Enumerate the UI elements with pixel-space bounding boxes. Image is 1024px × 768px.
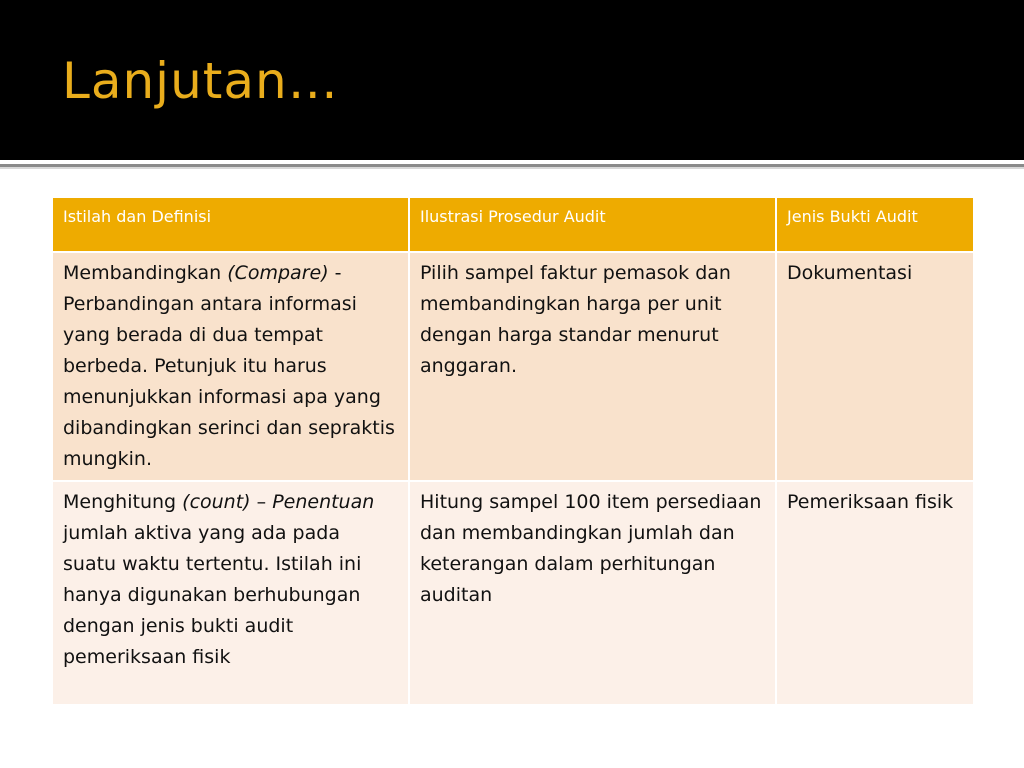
slide-header [0, 0, 1024, 160]
table-header-row [52, 197, 974, 252]
cell-evidence: Dokumentasi [776, 252, 974, 481]
term-english: (count) [182, 491, 251, 513]
header-term-definition: Istilah dan Definisi [52, 197, 409, 252]
header-evidence-type: Jenis Bukti Audit [776, 197, 974, 252]
term-separator: – [250, 491, 267, 513]
term-definition-italic: Penentuan [272, 491, 375, 513]
cell-evidence: Pemeriksaan fisik [776, 481, 974, 705]
term-separator: - [328, 262, 342, 284]
term-definition-continued: dengan jenis bukti audit pemeriksaan fisik [63, 615, 294, 668]
term-english: (Compare) [227, 262, 329, 284]
cell-term-definition [52, 252, 409, 481]
cell-procedure: Hitung sampel 100 item persediaan dan membandingkan jumlah dan keterangan dalam perhitungan auditan [409, 481, 776, 705]
term-definition: Perbandingan antara informasi yang berada di dua tempat berbeda. Petunjuk itu harus menunjukkan informasi apa yang dibandingkan serinci dan sepraktis mungkin. [63, 293, 395, 470]
term-name: Membandingkan [63, 262, 222, 284]
cell-procedure: Pilih sampel faktur pemasok dan membandingkan harga per unit dengan harga standar menurut anggaran. [409, 252, 776, 481]
table-row [52, 481, 974, 705]
cell-term-definition [52, 481, 409, 705]
slide-title: Lanjutan… [62, 52, 339, 110]
header-procedure-illustration: Ilustrasi Prosedur Audit [409, 197, 776, 252]
term-name: Menghitung [63, 491, 177, 513]
header-divider-fade [0, 167, 1024, 169]
table-row [52, 252, 974, 481]
term-definition: jumlah aktiva yang ada pada suatu waktu tertentu. Istilah ini hanya digunakan berhubungan [63, 522, 362, 606]
audit-procedures-table [51, 196, 975, 706]
